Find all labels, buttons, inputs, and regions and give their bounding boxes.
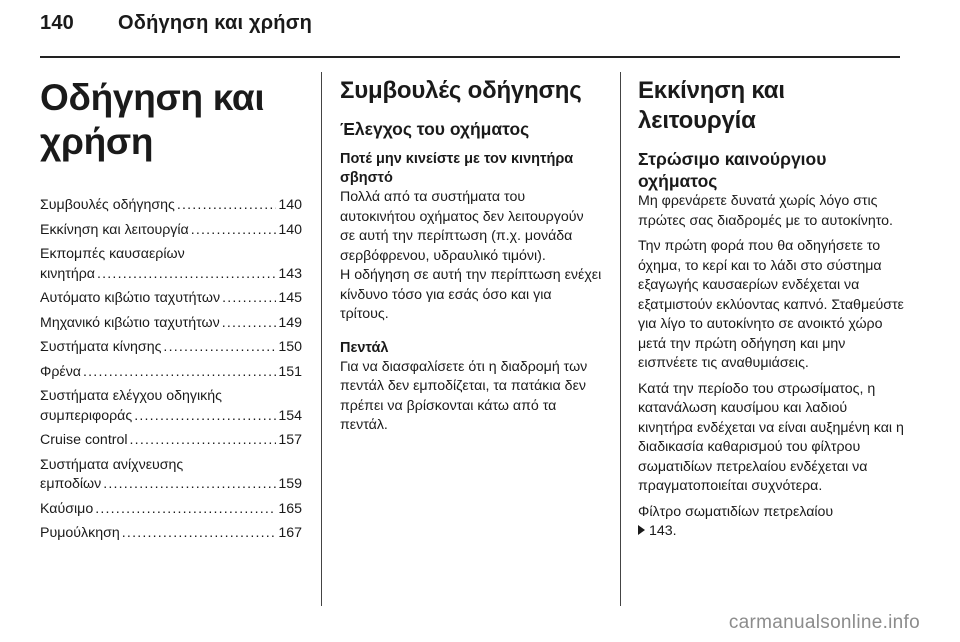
- toc-entry[interactable]: [40, 363, 302, 383]
- toc-entry[interactable]: [40, 387, 302, 426]
- toc-line: [40, 500, 302, 520]
- toc-entry-title: Μηχανικό κιβώτιο ταχυτήτων: [40, 314, 220, 331]
- toc-leader-dots: [222, 314, 277, 334]
- toc-line: [40, 363, 302, 383]
- pedals-text: Για να διασφαλίσετε ότι η διαδρομή των πεντάλ δεν εμποδίζεται, τα πατάκια δεν πρέπει να βρίσκονται κάτω από τα πεντάλ.: [340, 358, 588, 433]
- toc-leader-dots: [134, 407, 276, 427]
- toc-entry[interactable]: [40, 314, 302, 334]
- toc-entry-title: κινητήρα: [40, 265, 95, 282]
- toc-entry-page: 167: [278, 525, 302, 541]
- subsection-title-break-in: Στρώσιμο καινούργιου οχήματος: [638, 149, 827, 191]
- toc-entry-page: 143: [278, 265, 302, 282]
- toc-entry-page: 140: [278, 221, 302, 238]
- column-divider-2: [620, 72, 621, 606]
- toc-leader-dots: [222, 289, 276, 309]
- toc-entry[interactable]: [40, 456, 302, 495]
- column-start-operation: [638, 70, 904, 548]
- toc-line: [40, 524, 302, 544]
- toc-entry-title: Εκπομπές καυσαερίων: [40, 246, 185, 262]
- toc-leader-dots: [95, 500, 276, 520]
- toc-leader-dots: [191, 221, 277, 241]
- toc-entry[interactable]: [40, 289, 302, 309]
- toc-line: [40, 475, 302, 495]
- toc-entry-page: 165: [278, 500, 302, 517]
- toc-entry-page: 149: [278, 314, 302, 331]
- toc-line: [40, 265, 302, 285]
- warning-text-1: Πολλά από τα συστήματα του αυτοκινήτου οχήματος δεν λειτουργούν σε αυτή την περίπτωση (π.χ. μονάδα σερβόφρενου, υδραυλικό τιμόνι).: [340, 189, 584, 264]
- toc-entry-title: Συστήματα ελέγχου οδηγικής: [40, 388, 222, 404]
- page-number: 140: [40, 12, 74, 34]
- toc-leader-dots: [177, 196, 276, 216]
- toc-entry-title: Φρένα: [40, 363, 82, 380]
- break-in-para-3: Κατά την περίοδο του στρωσίματος, η κατανάλωση καυσίμου και λαδιού κινητήρα ενδέχεται να είναι αυξημένη και η διαδικασία καθαρισμού του φίλτρου σωματιδίων πετρελαίου ενδέχεται να πραγματοποιείται συχνότερα.: [638, 380, 904, 494]
- toc-entry[interactable]: [40, 431, 302, 451]
- toc-entry-title: Καύσιμο: [40, 500, 94, 517]
- warning-heading: Ποτέ μην κινείστε με τον κινητήρα σβηστό: [340, 151, 574, 186]
- chapter-title: Οδήγηση και χρήση: [40, 77, 265, 162]
- toc-entry-page: 154: [278, 407, 302, 424]
- toc-entry[interactable]: [40, 196, 302, 216]
- section-title-start-operation: Εκκίνηση και λειτουργία: [638, 77, 785, 134]
- toc-line: [40, 314, 302, 334]
- toc-entry-title: Αυτόματο κιβώτιο ταχυτήτων: [40, 290, 221, 306]
- cross-reference-page[interactable]: 143.: [649, 523, 677, 539]
- toc-entry-title: εμποδίων: [40, 476, 102, 492]
- arrow-right-icon: [638, 525, 645, 535]
- toc-entry-title: Εκκίνηση και λειτουργία: [40, 221, 189, 238]
- toc-leader-dots: [97, 265, 276, 285]
- subsection-title-vehicle-control: Έλεγχος του οχήματος: [340, 119, 530, 139]
- toc-entry-title: Ρυμούλκηση: [40, 525, 120, 541]
- toc-entry-title: Συστήματα ανίχνευσης: [40, 456, 184, 473]
- toc-line: [40, 431, 302, 451]
- toc-entry[interactable]: [40, 500, 302, 520]
- toc-line: [40, 289, 302, 309]
- section-title-driving-tips: Συμβουλές οδήγησης: [340, 77, 582, 104]
- warning-text-2: Η οδήγηση σε αυτή την περίπτωση ενέχει κίνδυνο τόσο για εσάς όσο και για τρίτους.: [340, 267, 602, 322]
- toc-leader-dots: [163, 338, 276, 358]
- running-header: [40, 12, 312, 35]
- break-in-para-1: Μη φρενάρετε δυνατά χωρίς λόγο στις πρώτες σας διαδρομές με το αυτοκίνητο.: [638, 193, 893, 229]
- running-title: Οδήγηση και χρήση: [118, 12, 312, 34]
- toc-line: [40, 221, 302, 241]
- pedals-heading: Πεντάλ: [340, 339, 389, 356]
- toc-entry-page: 159: [278, 476, 302, 492]
- toc-leader-dots: [103, 475, 276, 495]
- toc-entry[interactable]: [40, 221, 302, 241]
- toc-entry-title: συμπεριφοράς: [40, 407, 133, 424]
- break-in-para-4: Φίλτρο σωματιδίων πετρελαίου: [638, 503, 834, 520]
- toc-line: [40, 407, 302, 427]
- toc-entry-title: Συμβουλές οδήγησης: [40, 197, 175, 213]
- table-of-contents: [40, 196, 302, 544]
- toc-entry-title: Συστήματα κίνησης: [40, 339, 162, 355]
- toc-leader-dots: [122, 524, 277, 544]
- toc-entry-page: 145: [278, 290, 302, 306]
- toc-entry-page: 140: [278, 197, 302, 213]
- column-toc: [40, 70, 302, 549]
- toc-entry-page: 157: [278, 432, 302, 448]
- watermark: carmanualsonline.info: [728, 612, 920, 633]
- toc-entry[interactable]: [40, 245, 302, 284]
- break-in-para-2: Την πρώτη φορά που θα οδηγήσετε το όχημα, το κερί και το λάδι στο σύστημα εξαγωγής καυσαερίων ενδέχεται να εξατμιστούν εκλύοντας καπνό. Σταθμεύστε για λίγο το αυτοκίνητο σε ανοικτό χώρο μετά την πρώτη οδήγηση και μην εισπνέετε τις αναθυμιάσεις.: [638, 238, 904, 371]
- toc-line: [40, 338, 302, 358]
- toc-entry-page: 151: [278, 363, 302, 380]
- toc-leader-dots: [130, 431, 277, 451]
- column-divider-1: [321, 72, 322, 606]
- toc-line: [40, 196, 302, 216]
- toc-entry[interactable]: [40, 524, 302, 544]
- toc-entry[interactable]: [40, 338, 302, 358]
- header-rule: [40, 56, 900, 58]
- toc-entry-page: 150: [278, 339, 302, 355]
- cross-reference[interactable]: [638, 522, 904, 542]
- toc-leader-dots: [83, 363, 276, 383]
- toc-entry-title: Cruise control: [40, 432, 128, 448]
- column-driving-tips: [340, 70, 602, 442]
